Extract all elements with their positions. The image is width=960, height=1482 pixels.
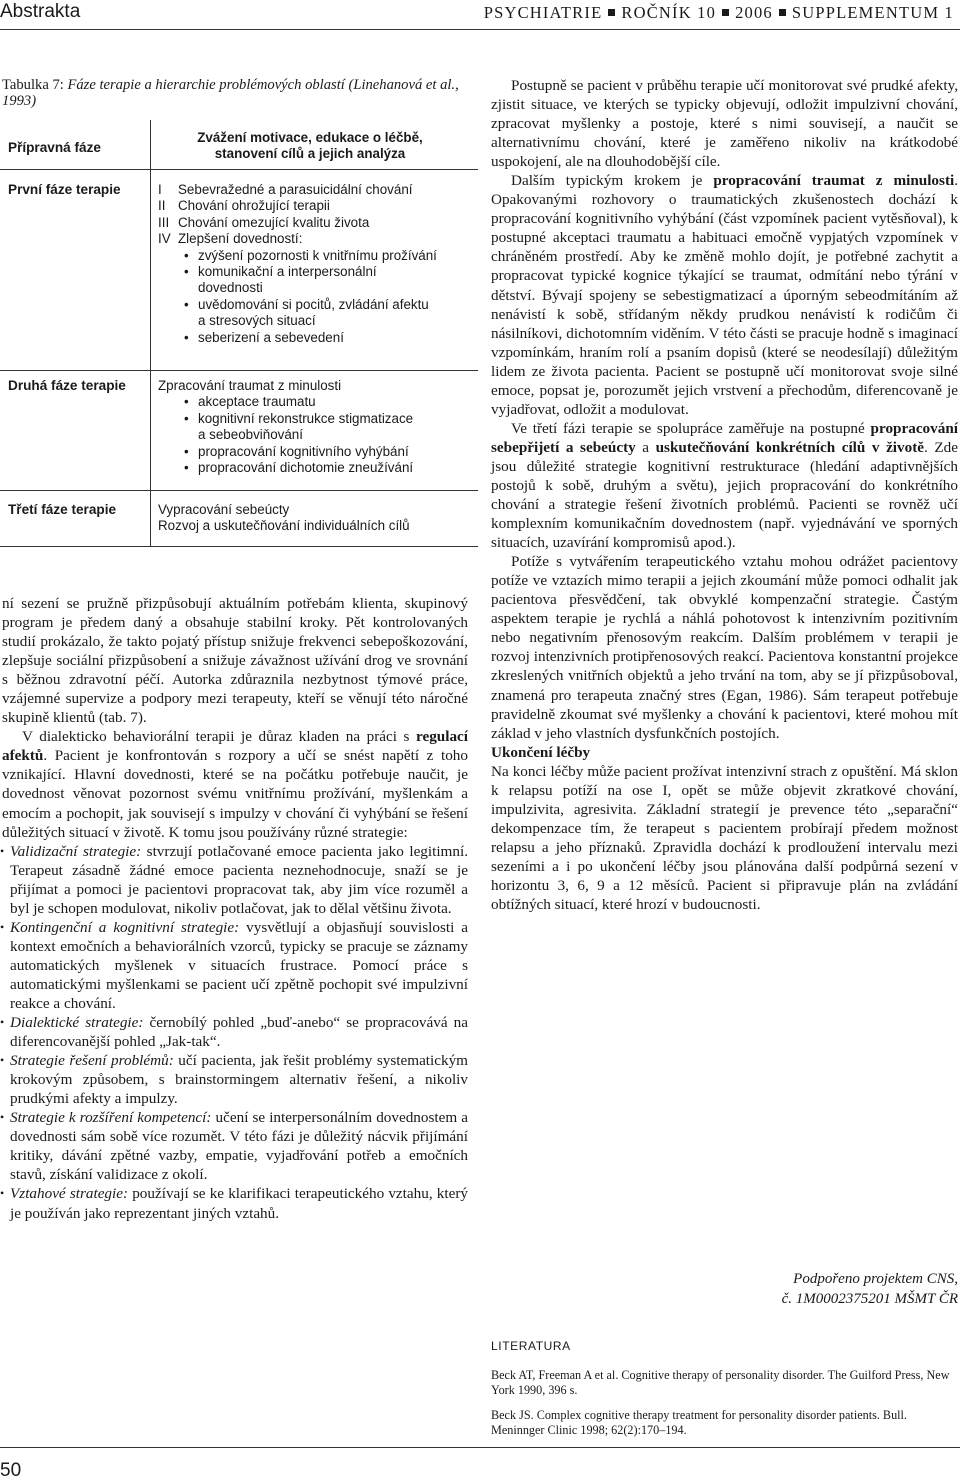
paragraph: ní sezení se pružně přizpůsobují aktuálním potřebám klienta, skupinový program je předem daný a obsahuje stabilní kroky. Pět kontrolovaných studií prokázalo, že takto pojatý přístup snižuje frekvenci sebepoškozování, zlepšuje sociální přizpůsobení a snižuje závažnost užívání drog ve srovnání s běžnou zdravotní péčí. Autorka zdůraznila nezbytnost týmové práce, vzájemné supervize a podpory mezi terapeuty, kteří se věnují této náročné skupině klientů (tab. 7). (2, 595, 468, 727)
header-rule (0, 29, 960, 30)
square-separator-icon (779, 9, 786, 16)
table-rule (0, 169, 478, 170)
journal-name: PSYCHIATRIE (483, 3, 603, 22)
table-cell (158, 182, 478, 346)
list-item: • Kontingenční a kognitivní strategie: vysvětlují a objasňují souvislosti a kontext emočních a behaviorálních vzorců, typicky se pracuje se záznamy automatických myšlenek v situacích frustrace. Pomocí práce s automatickými myšlenkami se pacient učí zpětně pochopit své impulzivní reakce a chování. (2, 918, 468, 1013)
table-cell (158, 502, 478, 535)
emphasis: propracování traumat z minulosti (713, 172, 955, 190)
table-bullet-continuation: a stresových situací (198, 313, 316, 329)
section-title: Abstrakta (0, 1, 81, 22)
list-item: • Validizační strategie: stvrzují potlačované emoce pacienta jako legitimní. Terapeut zásadně žádné emoce pacienta neznehodnocuje, snaží se je přijímat a pomoci je pacientovi propracovat tak, aby jim více rozuměl a byl je schopen modulovat, nikoliv potlačovat, jak to dělal většinu života. (2, 842, 468, 918)
footer-rule (0, 1447, 960, 1448)
paragraph: Dalším typickým krokem je propracování traumat z minulosti. Opakovanými rozhovory o traumatických zkušenostech dochází k propracování kognitivního vyhýbání (část vzpomínek pacient vytěsňoval), k postupné akceptaci traumatu a habituaci emočně vypjatých vzpomínek v chráněném prostředí. Aby ke změně mohlo dojít, je potřebné zachytit a propracovat typické kognice týkající se traumat, odmítání nebo týrání v dětství. Bývají spojeny se sebestigmatizací a úporným sebeodmítáním až nenávistí k sobě, střídaným někdy prudkou nenávistí k rodičům či násilníkovi, dichotomním viděním. V této části se pracuje hodně s imaginací vzpomínkám, hraním rolí a psaním dopisů (které se neodesílají) důležitým lidem ze života pacienta. Pacient se postupně učí monitorovat svoje silné emoce, popsat je, porozumět jejich vrstvení a přechodům, diferencovaně je vyjadřovat, odložit a modulovat. (491, 172, 959, 418)
table-divider (150, 120, 151, 547)
funding-note (782, 1269, 958, 1309)
references (491, 1339, 960, 1438)
square-separator-icon (608, 9, 615, 16)
table-cell-line: Zvážení motivace, edukace o léčbě, (197, 130, 423, 145)
table-caption (2, 77, 472, 109)
table-list-item: III Chování omezující kvalitu života (158, 214, 370, 230)
table-cell (158, 378, 478, 476)
table-bullet-item: • uvědomování si pocitů, zvládání afektu (158, 297, 478, 313)
journal-volume: ROČNÍK 10 (621, 3, 717, 22)
table-rule (0, 546, 478, 547)
funding-line: Podpořeno projektem CNS, (793, 1271, 958, 1287)
table-list-item: IV Zlepšení dovedností: (158, 231, 303, 247)
paragraph: V dialekticko behaviorální terapii je důraz kladen na práci s regulací afektů. Pacient je konfrontován s rozpory a učí se snést napětí z toho vznikající. Hlavní dovednosti, které se na počátku potřebuje naučit, je dovednost věnovat pozornost svému vnitřnímu prožívání, myšlenkám a emocím a pochopit, jak souvisejí s impulzy v chování či vyhýbání se řešení důležitých situací v životě. K tomu jsou používány různé strategie: (2, 728, 469, 841)
table-bullet-item: • propracování kognitivního vyhýbání (158, 444, 478, 460)
table-bullet-item: • kognitivní rekonstrukce stigmatizace (158, 411, 478, 427)
table-list-item: II Chování ohrožující terapii (158, 198, 330, 214)
table-cell (160, 130, 460, 163)
table-cell-title: Zpracování traumat z minulosti (158, 378, 342, 393)
table-bullet-continuation: a sebeobviňování (198, 427, 303, 443)
journal-info (484, 2, 954, 24)
table-cell-line: Rozvoj a uskutečňování individuálních cílů (158, 518, 410, 534)
table-bullet-item: • seberizení a sebevedení (158, 330, 478, 346)
table-phase-label: Přípravná fáze (8, 140, 101, 155)
table-bullet-item: • propracování dichotomie zneužívání (158, 460, 478, 476)
table-list-item: I Sebevražedné a parasuicidální chování (158, 182, 413, 197)
table-rule (0, 490, 478, 491)
list-item: • Vztahové strategie: používají se ke klarifikaci terapeutického vztahu, který je používán jako reprezentant jiných vztahů. (2, 1184, 468, 1222)
funding-line: č. 1M0002375201 MŠMT ČR (781, 1291, 958, 1307)
emphasis: uskutečňování konkrétních cílů v životě (655, 438, 925, 456)
phases-table (0, 120, 478, 547)
table-rule (0, 370, 478, 371)
journal-year: 2006 (735, 3, 773, 22)
table-caption-label: Tabulka 7: (2, 77, 64, 93)
table-caption-title: Fáze terapie a hierarchie problémových oblastí (67, 77, 345, 93)
journal-supplement: SUPPLEMENTUM 1 (791, 3, 954, 22)
table-phase-label: Třetí fáze terapie (8, 502, 117, 517)
paragraph: Postupně se pacient v průběhu terapie učí monitorovat své prudké afekty, zjistit situace, ve kterých se typicky objevují, odložit impulzivní chování, zpracovat myšlenky a postoje, které s nimi souvisejí, a naučit se alternativnímu chování, které je zaměřeno nikoliv na krátkodobé uspokojení, ale na dlouhodobější cíle. (491, 77, 958, 171)
emphasis: regulací afektů (2, 728, 469, 765)
square-separator-icon (722, 9, 729, 16)
table-caption-ref: (Linehanová et al., 1993) (2, 77, 459, 109)
table-cell-line: stanovení cílů a jejich analýza (214, 146, 406, 162)
table-bullet-item: • komunikační a interpersonální (158, 264, 478, 280)
table-bullet-item: • zvýšení pozornosti k vnitřnímu prožívání (158, 248, 478, 264)
paragraph: Na konci léčby může pacient prožívat intenzivní strach z opuštění. Má sklon k relapsu potíží na ose I, opět se může objevit zkratkové chování, impulzivita, agresivita. Základní strategií je prevence této „separační“ dekompenzace tím, že terapeut s pacientem probírají předem možnost relapsu a jeho příznaků. Zpravidla dochází k prodloužení intervalu mezi sezeními a i po ukončení léčby jsou plánována další podpůrná sezení v horizontu 3, 6, 9 a 12 měsíců. Pacient si připravuje plán na zvládání obtížných situací, které hrozí v budoucnosti. (491, 762, 958, 914)
paragraph: Potíže s vytvářením terapeutického vztahu mohou odrážet pacientovy potíže ve vztazích mimo terapii a jejich zkoumání může pomoci odhalit jak pacientova přesvědčení, tak obvyklé kompenzační strategie. Častým aspektem terapie je rychlá a náhlá pohotovost k intenzivním pozitivním nebo negativním přenosovým reakcím. Dalším problémem v terapii je rozvoj intenzivních protipřenosových reakcí. Pacientova konstantní projekce zkreslených vnitřních objektů a jeho trvání na tom, aby se jí přizpůsoboval, znamená pro terapeuta značný stres (Egan, 1986). Sám terapeut potřebuje pravidelně zkoumat své myšlenky a chování k pacientovi, které mohou mít základ v jeho vlastních dysfunkčních postojích. (491, 553, 958, 742)
list-item: • Dialektické strategie: černobílý pohled „buď-anebo“ se propracovává na diferencovanější pohled „Jak-tak“. (2, 1013, 468, 1051)
right-column (491, 76, 958, 914)
table-phase-label: Druhá fáze terapie (8, 378, 126, 393)
table-bullet-item: • akceptace traumatu (158, 394, 478, 410)
section-heading: Ukončení léčby (491, 743, 591, 761)
table-bullet-continuation: dovednosti (198, 280, 263, 296)
left-column (2, 594, 468, 1223)
paragraph: Ve třetí fázi terapie se spolupráce zaměřuje na postupné propracování sebepřijetí a sebeúcty a uskutečňování konkrétních cílů v životě. Zde jsou důležité strategie kognitivní restrukturace (hledání adaptivnějších postojů k sobě, druhým a světu), jejich propracování do konkrétního chování a strategie řešení životních problémů. Pacienti se rovněž učí komplexním komunikačním dovednostem (např. vyjednávání ve sporných situacích, uzavírání kompromisů apod.). (491, 419, 959, 552)
list-item: • Strategie k rozšíření kompetencí: učení se interpersonálním dovednostem a dovednosti sám sobě více rozumět. V této fázi je důležitý nácvik přijímání kritiky, dávání zpětné vazby, empatie, vyjadřování potřeb a emočních stavů, získání validizace z okolí. (2, 1108, 468, 1184)
reference-item: Beck JS. Complex cognitive therapy treatment for personality disorder patients. Bull. Meninnger Clinic 1998; 62(2):170–194. (491, 1408, 907, 1437)
emphasis: propracování sebepřijetí a sebeúcty (491, 419, 959, 456)
references-heading: LITERATURA (491, 1339, 571, 1353)
running-header (0, 0, 960, 26)
page-number: 50 (0, 1460, 22, 1481)
strategies-list (2, 842, 468, 1223)
reference-item: Beck AT, Freeman A et al. Cognitive therapy of personality disorder. The Guilford Press, New York 1990, 396 s. (491, 1368, 950, 1397)
list-item: • Strategie řešení problémů: učí pacienta, jak řešit problémy systematickým krokovým způsobem, s brainstormingem alternativ řešení, a nikoliv prudkými afekty a impulzy. (2, 1051, 468, 1108)
table-cell-line: Vypracování sebeúcty (158, 502, 290, 517)
table-phase-label: První fáze terapie (8, 182, 121, 197)
